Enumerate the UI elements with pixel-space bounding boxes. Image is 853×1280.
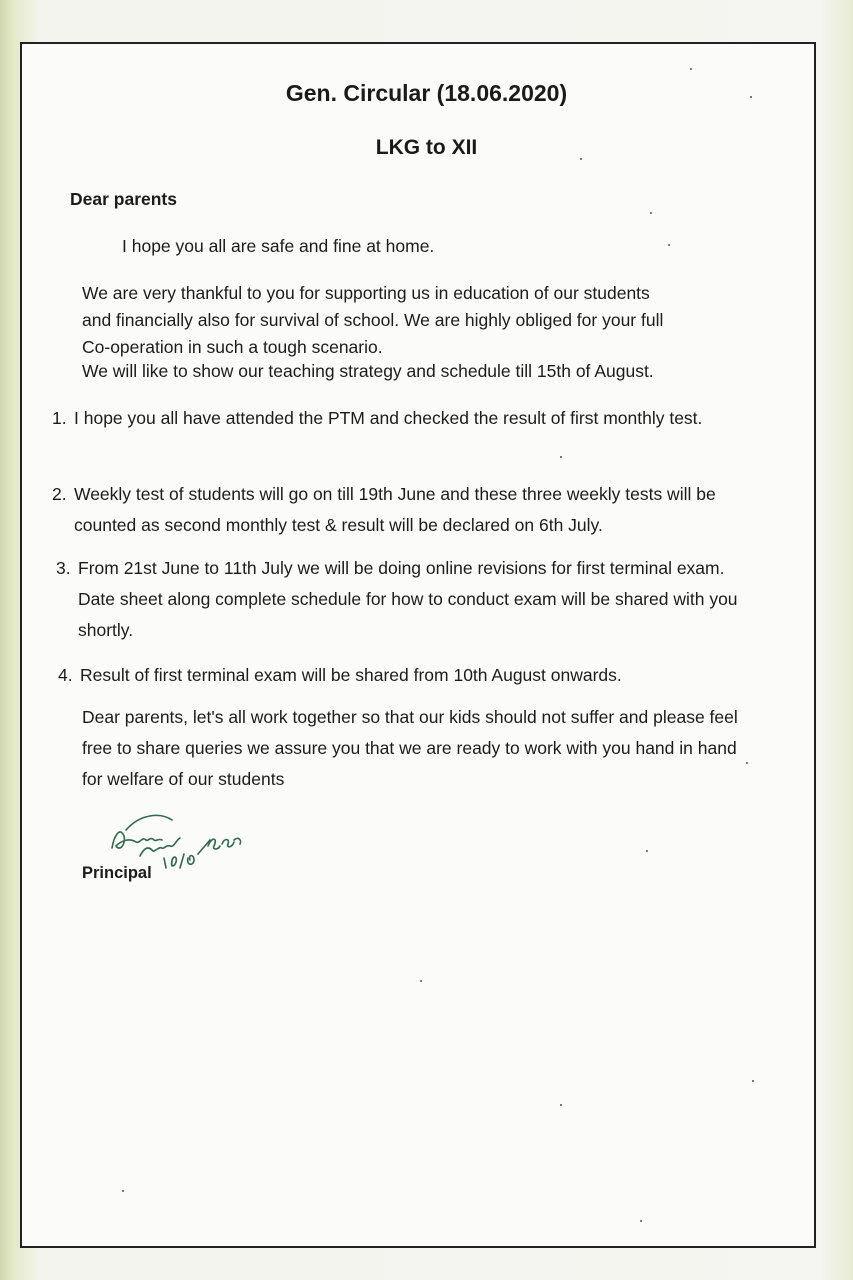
circular-classes: LKG to XII (375, 136, 478, 159)
paper-speck (690, 68, 692, 70)
point-text: Result of first terminal exam will be shared from 10th August onwards. (80, 665, 622, 685)
list-item (52, 479, 752, 541)
paper-speck (580, 158, 582, 160)
thanks-line: We are very thankful to you for supporting us in education of our students (82, 283, 650, 303)
paper-speck (560, 456, 562, 458)
list-item (56, 553, 756, 646)
circular-title: Gen. Circular (18.06.2020) (285, 80, 568, 106)
paper-speck (752, 1080, 754, 1082)
thanks-line: We will like to show our teaching strategy and schedule till 15th of August. (82, 361, 654, 381)
point-list (52, 403, 752, 434)
closing-paragraph: Dear parents, let's all work together so that our kids should not suffer and please feel free to share queries we assure you that we are ready to work with you hand in hand for welfare of our students (82, 707, 738, 789)
thanks-line: Co-operation in such a tough scenario. (82, 337, 383, 357)
point-number: 4. (58, 665, 73, 685)
point-number: 1. (52, 408, 67, 428)
point-text: I hope you all have attended the PTM and checked the result of first monthly test. (74, 408, 703, 428)
paper-speck (420, 980, 422, 982)
list-item (58, 660, 758, 691)
paper-speck (750, 96, 752, 98)
paper-speck (650, 212, 652, 214)
point-text: From 21st June to 11th July we will be doing online revisions for first terminal exam. Date sheet along complete schedule for how to conduct exam will be shared with you shortly. (78, 558, 738, 640)
point-list (56, 553, 756, 646)
salutation: Dear parents (70, 189, 177, 209)
point-text: Weekly test of students will go on till 19th June and these three weekly tests will be counted as second monthly test & result will be declared on 6th July. (74, 484, 716, 535)
list-item (52, 403, 752, 434)
paper-speck (640, 1220, 642, 1222)
paper-speck (646, 850, 648, 852)
paper-speck (122, 1190, 124, 1192)
point-list (52, 479, 752, 541)
thanks-line: and financially also for survival of school. We are highly obliged for your full (82, 310, 664, 330)
signatory-title: Principal (82, 864, 152, 882)
greeting: I hope you all are safe and fine at home. (122, 236, 435, 256)
paper-speck (560, 1104, 562, 1106)
point-number: 2. (52, 484, 67, 504)
paper-speck (668, 244, 670, 246)
point-list (58, 660, 758, 691)
paper-speck (746, 762, 748, 764)
point-number: 3. (56, 558, 71, 578)
